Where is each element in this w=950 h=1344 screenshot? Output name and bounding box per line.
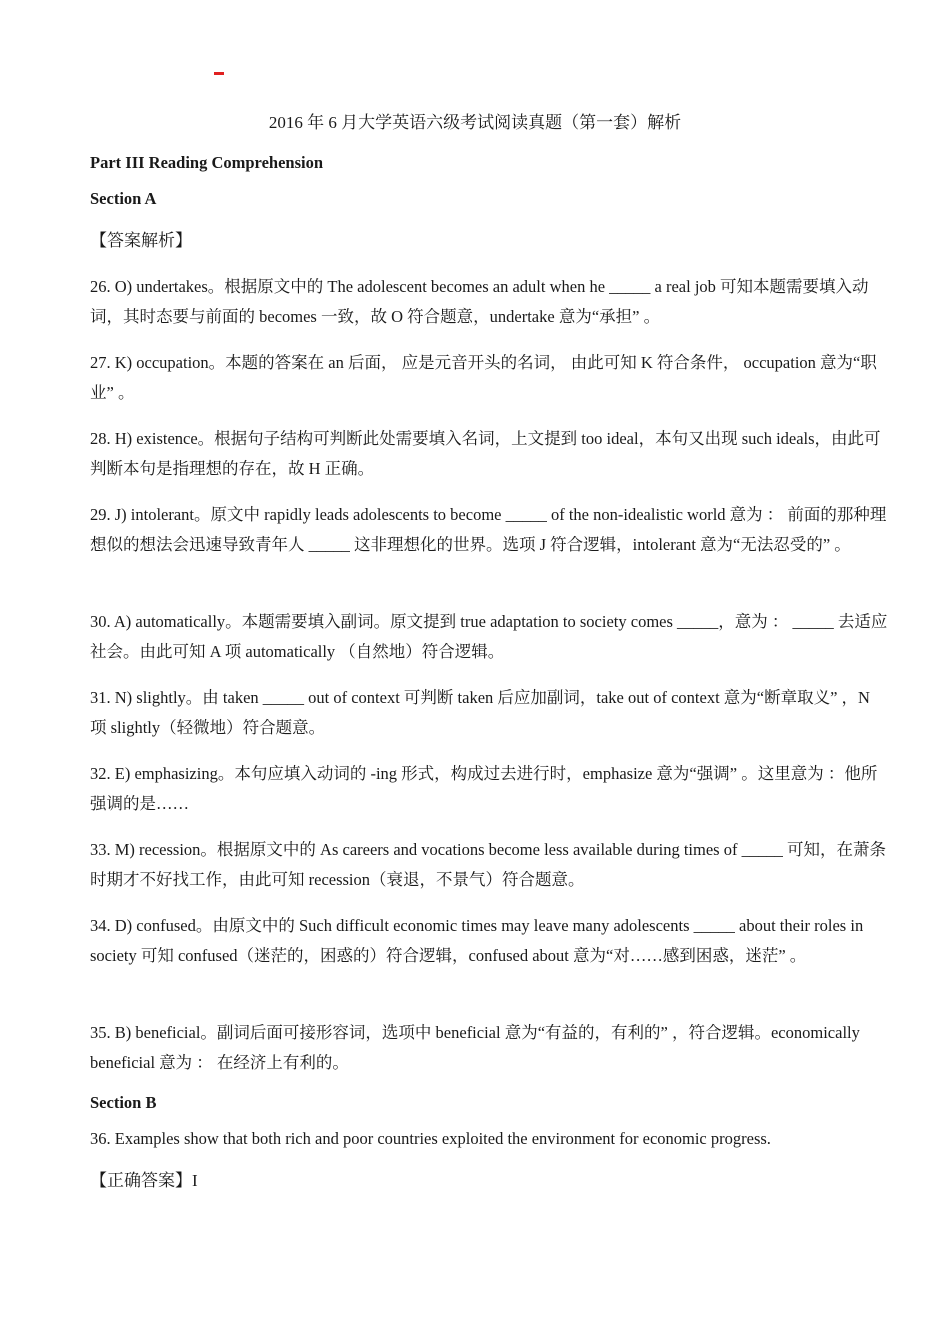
correct-answer-label: 【正确答案】I: [90, 1171, 198, 1190]
part-heading: Part III Reading Comprehension: [90, 153, 324, 172]
answer-30: 30. A) automatically。本题需要填入副词。原文提到 true adaptation to society comes _____，意为 ： _____ 去适应社会。由此可知 A 项 automatically （自然地）符合逻辑。: [90, 612, 888, 661]
red-mark: [214, 72, 224, 75]
answer-31: 31. N) slightly。由 taken _____ out of context 可判断 taken 后应加副词，take out of context 意为“断章取义” ，N 项 slightly（轻微地）符合题意。: [90, 688, 870, 737]
answer-33: 33. M) recession。根据原文中的 As careers and vocations become less available during times of _____ 可知，在萧条时期才不好找工作，由此可知 recession（衰退，不景气）符合题意。: [90, 840, 886, 889]
answer-27: 27. K) occupation。本题的答案在 an 后面， 应是元音开头的名词， 由此可知 K 符合条件， occupation 意为“职业” 。: [90, 353, 877, 402]
section-a-heading: Section A: [90, 189, 157, 208]
question-36: 36. Examples show that both rich and poor countries exploited the environment for economic progress.: [90, 1129, 771, 1148]
section-b-heading: Section B: [90, 1093, 157, 1112]
answer-29: 29. J) intolerant。原文中 rapidly leads adolescents to become _____ of the non-idealistic world 意为 ： 前面的那种理想似的想法会迅速导致青年人 _____ 这非理想化的世界。选项 J 符合逻辑，intolerant 意为“无法忍受的” 。: [90, 505, 887, 554]
page-title: 2016 年 6 月大学英语六级考试阅读真题（第一套）解析: [268, 113, 682, 132]
answer-34: 34. D) confused。由原文中的 Such difficult economic times may leave many adolescents _____ about their roles in society 可知 confused（迷茫的，困惑的）符合逻辑，confused about 意为“对……感到困惑，迷茫” 。: [90, 916, 864, 965]
answer-26: 26. O) undertakes。根据原文中的 The adolescent becomes an adult when he _____ a real job 可知本题需要填入动词，其时态要与前面的 becomes 一致，故 O 符合题意，undertake 意为“承担” 。: [90, 277, 869, 326]
answer-35: 35. B) beneficial。副词后面可接形容词，选项中 beneficial 意为“有益的，有利的” ，符合逻辑。economically beneficial 意为 ： 在经济上有利的。: [90, 1023, 860, 1072]
answer-28: 28. H) existence。根据句子结构可判断此处需要填入名词，上文提到 too ideal，本句又出现 such ideals，由此可判断本句是指理想的存在，故 H 正确。: [90, 429, 881, 478]
answer-analysis-label: 【答案解析】: [90, 231, 192, 250]
answer-32: 32. E) emphasizing。本句应填入动词的 -ing 形式，构成过去进行时，emphasize 意为“强调” 。这里意为 ：他所强调的是……: [90, 764, 878, 813]
